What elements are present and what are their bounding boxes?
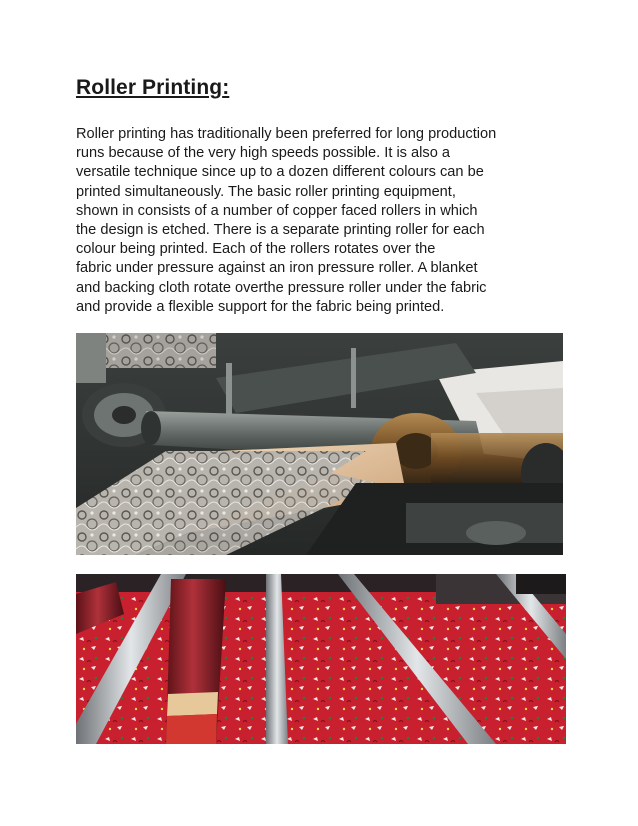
title-colon: : [222,76,230,99]
roller-machine-illustration [76,333,563,555]
title-text: Roller Printing [76,76,223,99]
red-fabric-rollers-photo [76,574,566,744]
paragraph-line: and backing cloth rotate overthe pressure roller under the fabric [76,279,487,296]
paragraph-line: the design is etched. There is a separate printing roller for each [76,222,485,239]
red-fabric-illustration [76,574,566,744]
paragraph-line: runs because of the very high speeds possible. It is also a [76,145,450,162]
roller-machine-photo [76,333,563,555]
paragraph-line: shown in consists of a number of copper faced rollers in which [76,202,478,219]
paragraph-line: colour being printed. Each of the rollers rotates over the [76,241,436,258]
page-title [76,76,229,100]
paragraph-line: fabric under pressure against an iron pressure roller. A blanket [76,260,478,277]
body-paragraph [76,125,566,317]
paragraph-line: printed simultaneously. The basic roller printing equipment, [76,183,456,200]
paragraph-line: and provide a flexible support for the fabric being printed. [76,298,445,315]
paragraph-line: Roller printing has traditionally been preferred for long production [76,126,497,142]
paragraph-line: versatile technique since up to a dozen different colours can be [76,164,484,181]
